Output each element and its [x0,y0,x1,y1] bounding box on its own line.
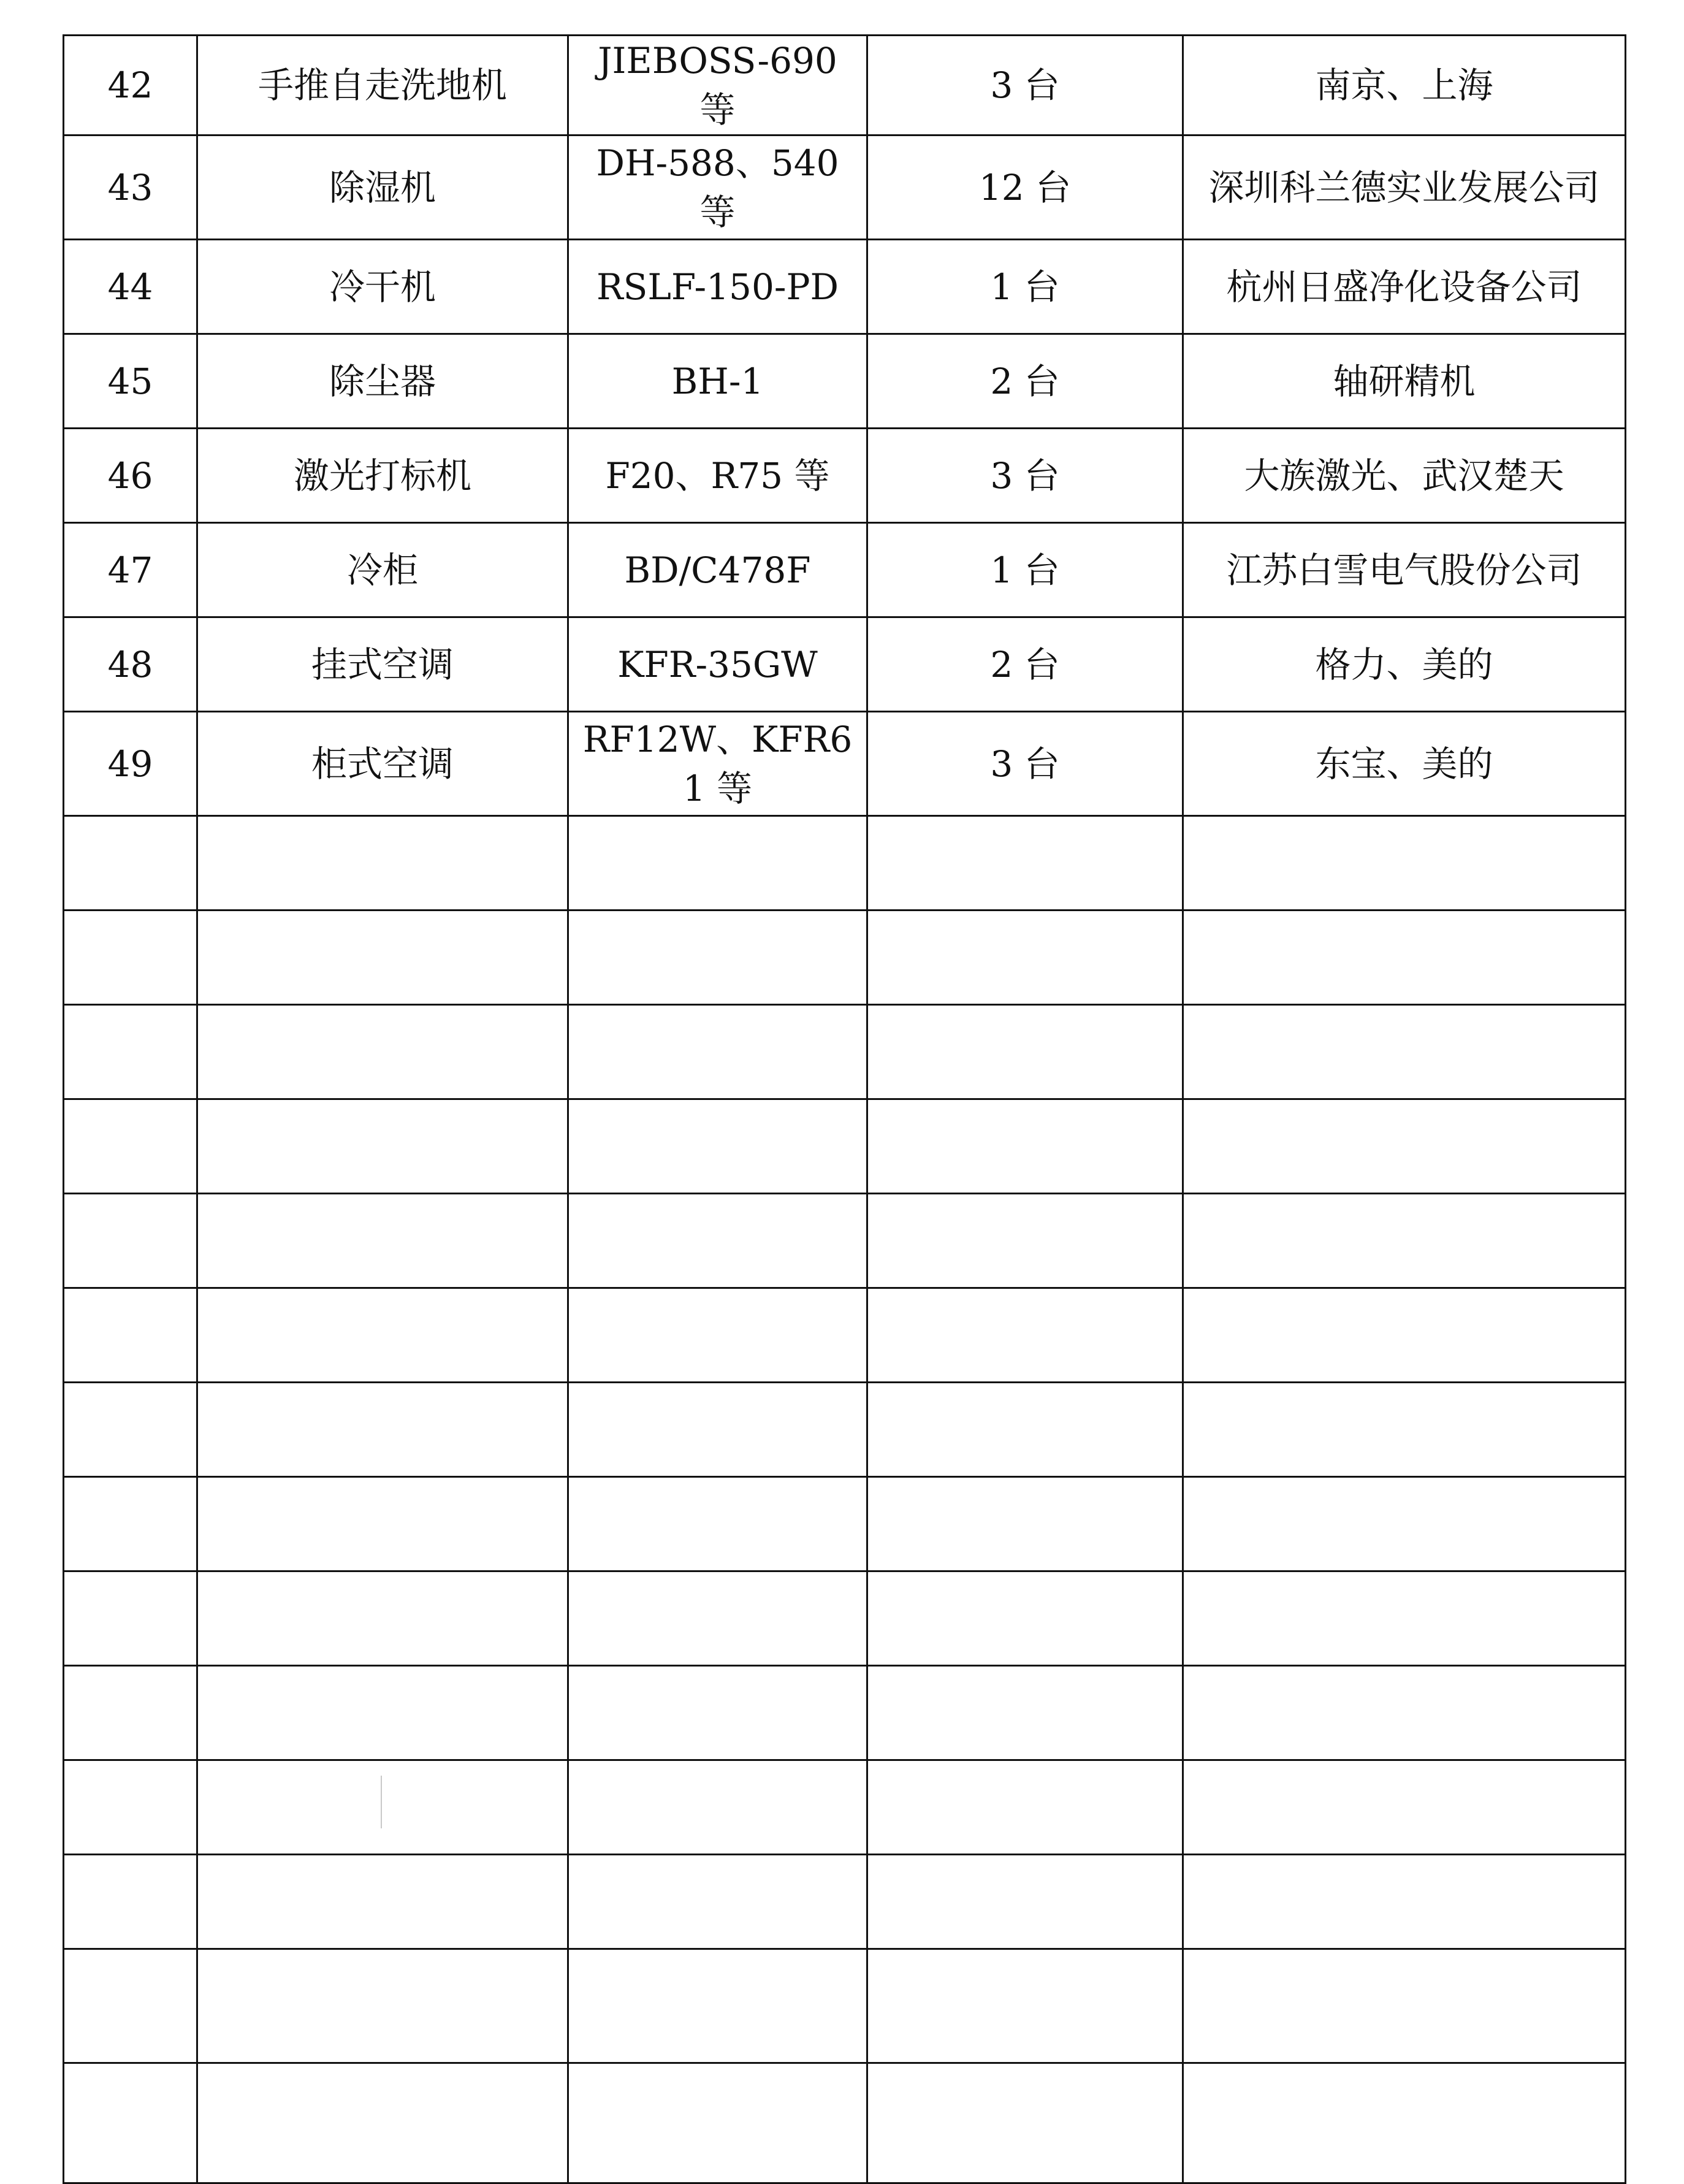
row-number-cell: 47 [64,523,197,617]
model-cell: BD/C478F [568,523,867,617]
manufacturer-cell: 格力、美的 [1183,617,1626,712]
table-row [64,136,1626,240]
manufacturer-cell [1183,1288,1626,1383]
table-row [64,36,1626,136]
equipment-name-cell [197,911,568,1005]
equipment-name-cell [197,1288,568,1383]
model-cell [568,816,867,911]
manufacturer-cell [1183,1477,1626,1571]
model-cell: BH-1 [568,334,867,429]
quantity-cell [867,1288,1183,1383]
row-number-cell: 42 [64,36,197,136]
model-cell: RSLF-150-PD [568,240,867,334]
manufacturer-cell [1183,816,1626,911]
manufacturer-cell: 杭州日盛净化设备公司 [1183,240,1626,334]
quantity-cell [867,911,1183,1005]
equipment-name-cell [197,1477,568,1571]
equipment-name-cell [197,1855,568,1949]
quantity-cell [867,1949,1183,2063]
model-cell: DH-588、540 等 [568,136,867,240]
model-cell [568,1477,867,1571]
table-row-empty [64,1383,1626,1477]
quantity-cell [867,1571,1183,1666]
equipment-name-cell [197,1099,568,1194]
table-row-empty [64,1288,1626,1383]
manufacturer-cell [1183,1194,1626,1288]
equipment-name-cell: 激光打标机 [197,429,568,523]
quantity-cell [867,1760,1183,1855]
row-number-cell [64,1099,197,1194]
quantity-cell: 1 台 [867,523,1183,617]
equipment-name-cell [197,816,568,911]
model-cell [568,1760,867,1855]
manufacturer-cell [1183,1666,1626,1760]
quantity-cell [867,1855,1183,1949]
table-row-empty [64,2063,1626,2183]
quantity-cell [867,1099,1183,1194]
table-row-empty [64,816,1626,911]
manufacturer-cell: 南京、上海 [1183,36,1626,136]
manufacturer-cell: 轴研精机 [1183,334,1626,429]
equipment-name-cell [197,1194,568,1288]
row-number-cell [64,1666,197,1760]
equipment-name-cell [197,1666,568,1760]
quantity-cell [867,816,1183,911]
manufacturer-cell [1183,1383,1626,1477]
model-cell [568,1005,867,1099]
table-row-empty [64,1194,1626,1288]
model-cell: KFR-35GW [568,617,867,712]
table-row [64,429,1626,523]
row-number-cell [64,1949,197,2063]
table-row-empty [64,1571,1626,1666]
quantity-cell: 2 台 [867,334,1183,429]
row-number-cell [64,1194,197,1288]
model-cell [568,1571,867,1666]
table-row [64,617,1626,712]
model-cell: F20、R75 等 [568,429,867,523]
table-row-empty [64,1666,1626,1760]
model-cell: RF12W、KFR61 等 [568,712,867,816]
row-number-cell: 43 [64,136,197,240]
quantity-cell [867,1383,1183,1477]
manufacturer-cell [1183,1855,1626,1949]
row-number-cell [64,911,197,1005]
model-cell: JIEBOSS-690 等 [568,36,867,136]
manufacturer-cell [1183,2063,1626,2183]
equipment-name-cell [197,1571,568,1666]
quantity-cell: 3 台 [867,429,1183,523]
table-row-empty [64,1855,1626,1949]
model-cell [568,1855,867,1949]
manufacturer-cell: 东宝、美的 [1183,712,1626,816]
model-cell [568,1383,867,1477]
model-cell [568,1288,867,1383]
row-number-cell [64,1383,197,1477]
table-row-empty [64,1099,1626,1194]
quantity-cell: 12 台 [867,136,1183,240]
table-row [64,334,1626,429]
manufacturer-cell [1183,1005,1626,1099]
model-cell [568,911,867,1005]
equipment-name-cell: 挂式空调 [197,617,568,712]
model-cell [568,1099,867,1194]
table-row-empty [64,1949,1626,2063]
table-row-empty [64,1760,1626,1855]
quantity-cell [867,1005,1183,1099]
equipment-name-cell: 手推自走洗地机 [197,36,568,136]
model-cell [568,1666,867,1760]
equipment-name-cell [197,1949,568,2063]
table-body [64,36,1626,2183]
row-number-cell: 48 [64,617,197,712]
quantity-cell [867,1666,1183,1760]
row-number-cell [64,2063,197,2183]
row-number-cell [64,1855,197,1949]
table-row-empty [64,1477,1626,1571]
manufacturer-cell [1183,1949,1626,2063]
cursor-mark [381,1776,382,1828]
quantity-cell: 1 台 [867,240,1183,334]
model-cell [568,2063,867,2183]
manufacturer-cell [1183,1571,1626,1666]
row-number-cell [64,1571,197,1666]
manufacturer-cell [1183,911,1626,1005]
manufacturer-cell [1183,1099,1626,1194]
model-cell [568,1949,867,2063]
table-row-empty [64,911,1626,1005]
table-row-empty [64,1005,1626,1099]
row-number-cell: 49 [64,712,197,816]
equipment-name-cell: 除尘器 [197,334,568,429]
row-number-cell [64,1477,197,1571]
row-number-cell [64,1005,197,1099]
manufacturer-cell: 深圳科兰德实业发展公司 [1183,136,1626,240]
quantity-cell: 3 台 [867,36,1183,136]
equipment-name-cell: 除湿机 [197,136,568,240]
table-row [64,712,1626,816]
row-number-cell: 44 [64,240,197,334]
equipment-name-cell: 冷柜 [197,523,568,617]
row-number-cell [64,816,197,911]
row-number-cell: 46 [64,429,197,523]
row-number-cell [64,1288,197,1383]
equipment-name-cell [197,1760,568,1855]
row-number-cell: 45 [64,334,197,429]
row-number-cell [64,1760,197,1855]
quantity-cell [867,2063,1183,2183]
equipment-name-cell: 冷干机 [197,240,568,334]
equipment-name-cell: 柜式空调 [197,712,568,816]
manufacturer-cell: 大族激光、武汉楚天 [1183,429,1626,523]
quantity-cell: 3 台 [867,712,1183,816]
equipment-name-cell [197,1383,568,1477]
equipment-name-cell [197,2063,568,2183]
table-row [64,523,1626,617]
table-row [64,240,1626,334]
equipment-table [63,34,1626,2184]
quantity-cell [867,1477,1183,1571]
quantity-cell [867,1194,1183,1288]
model-cell [568,1194,867,1288]
manufacturer-cell [1183,1760,1626,1855]
manufacturer-cell: 江苏白雪电气股份公司 [1183,523,1626,617]
equipment-name-cell [197,1005,568,1099]
quantity-cell: 2 台 [867,617,1183,712]
